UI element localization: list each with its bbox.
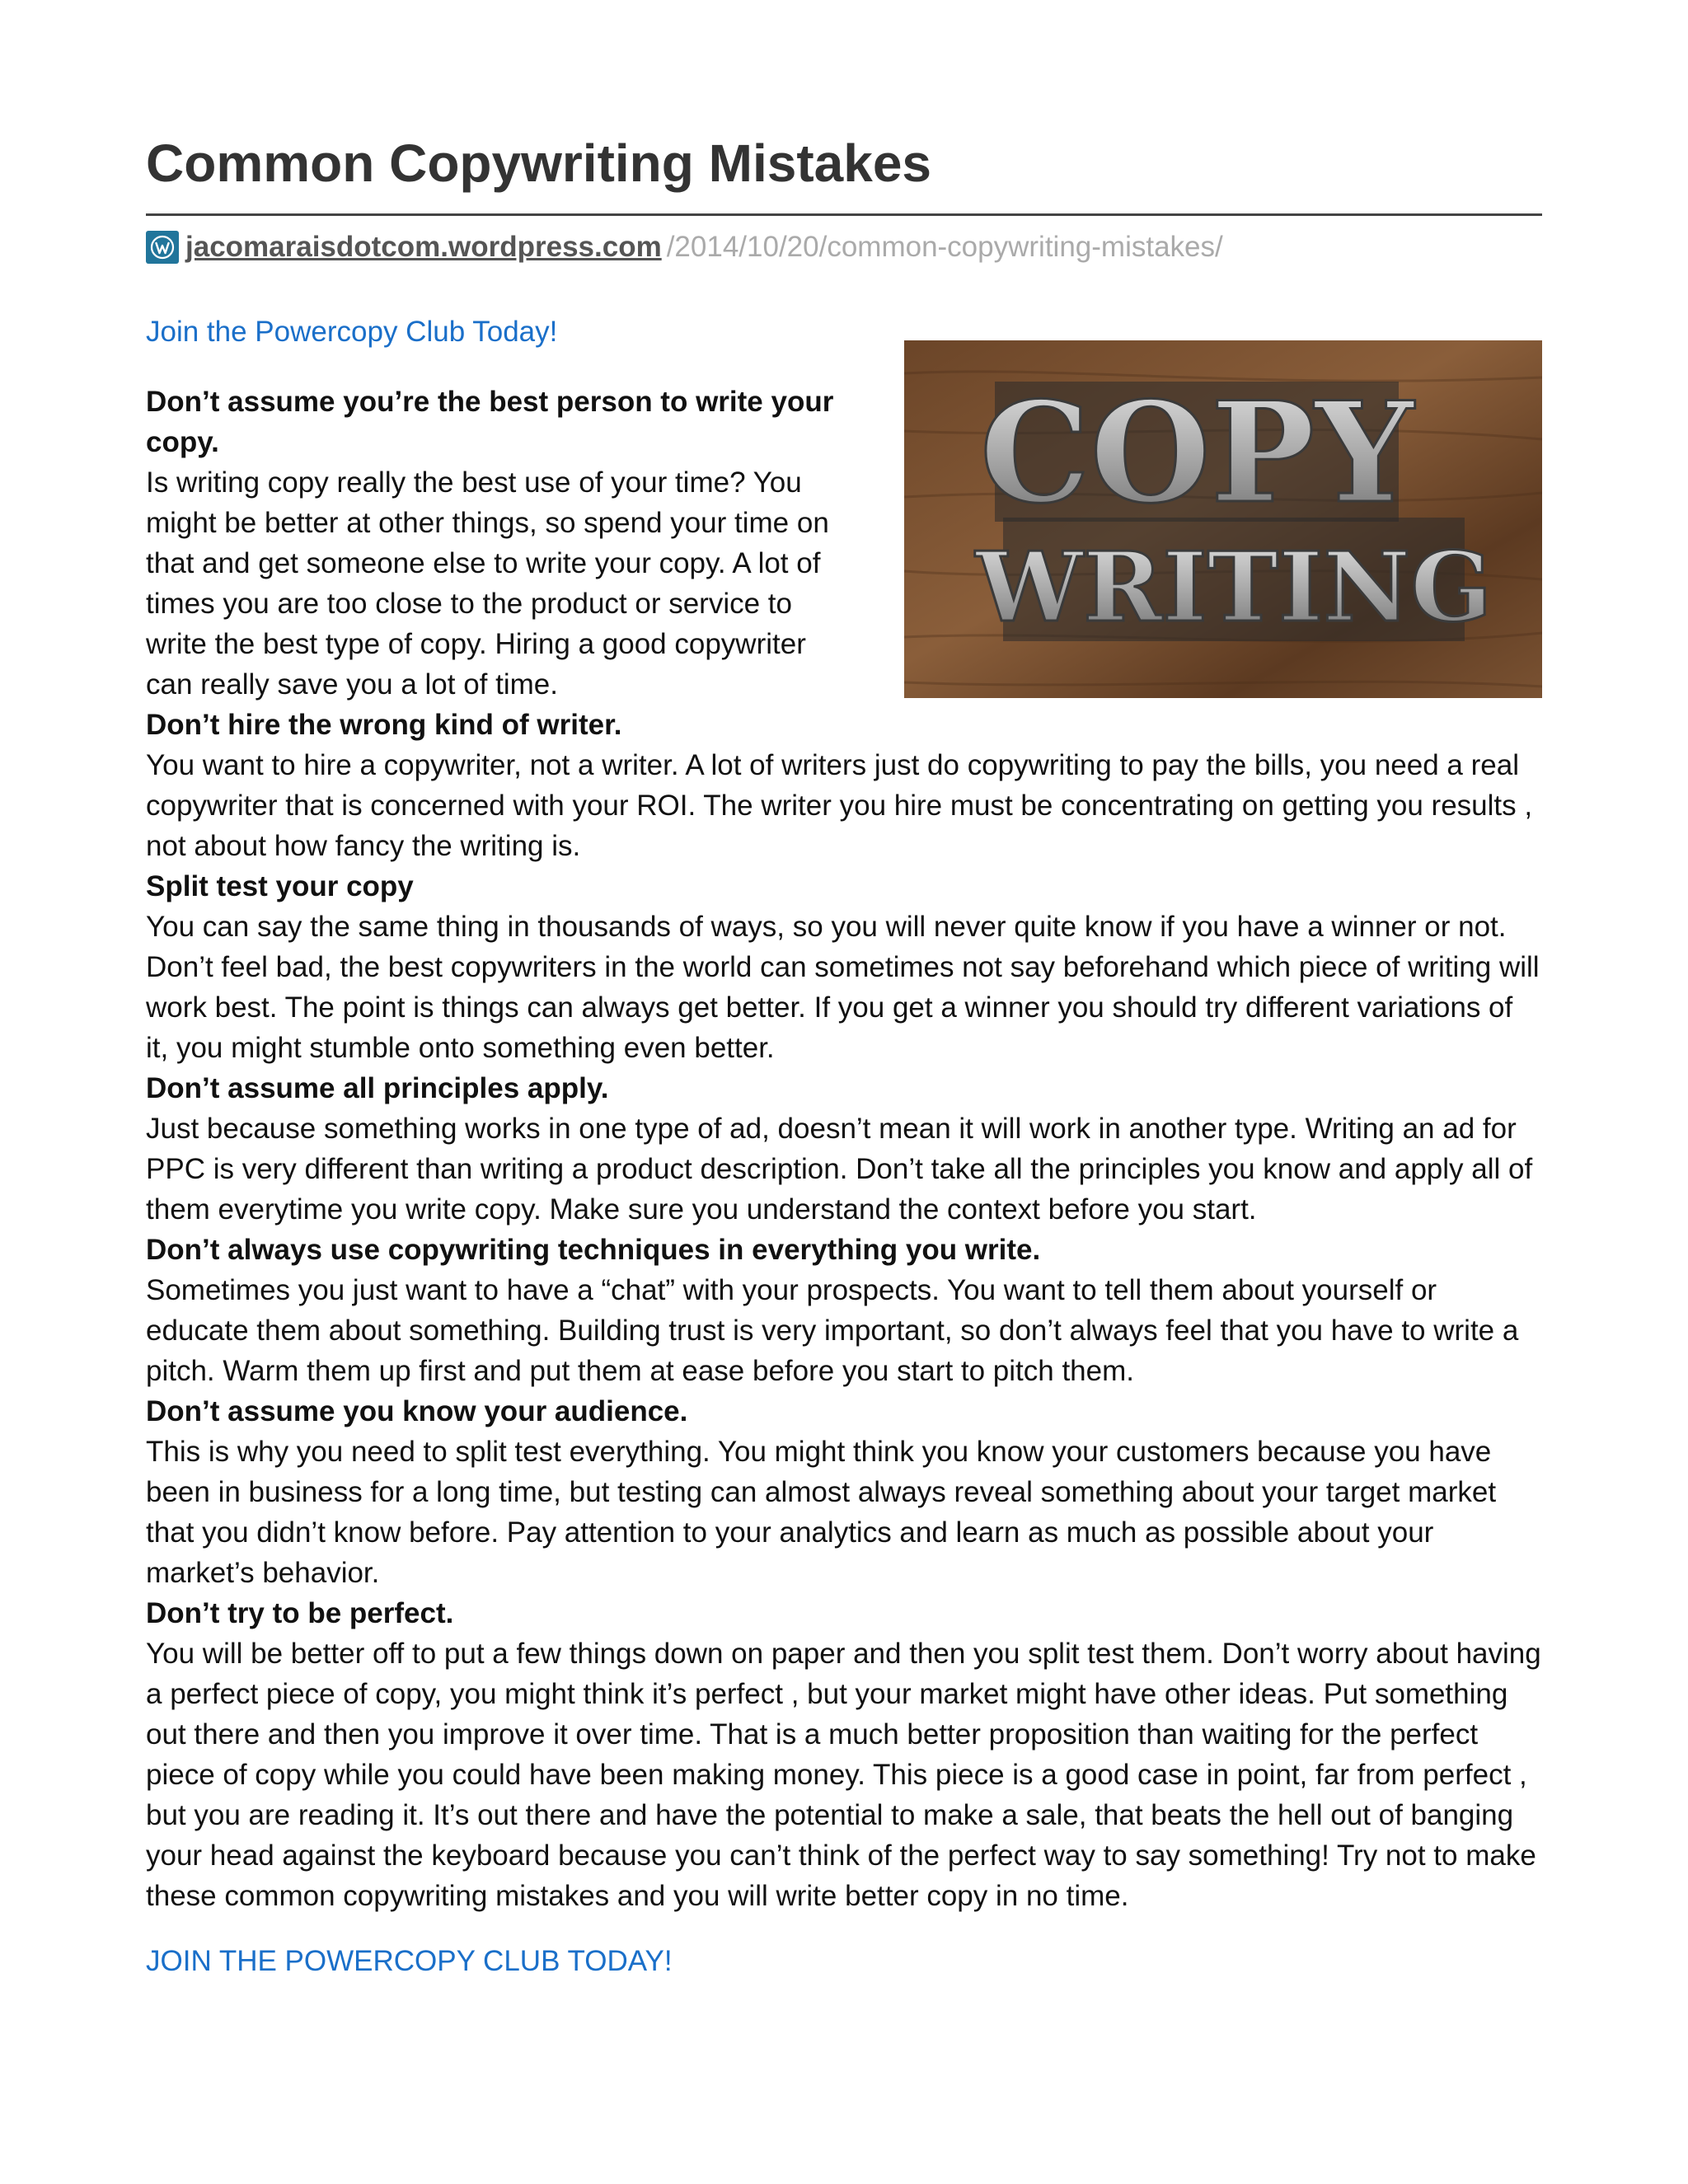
source-path: /2014/10/20/common-copywriting-mistakes/	[666, 231, 1223, 263]
join-club-link-bottom[interactable]: JOIN THE POWERCOPY CLUB TODAY!	[146, 1945, 673, 1977]
page-title: Common Copywriting Mistakes	[146, 134, 931, 193]
image-text-copy: COPY	[979, 371, 1414, 534]
section-body: This is why you need to split test everything. You might think you know your customers because you have been in business for a long time, but testing can almost always reveal something about your target market that you didn’t know before. Pay attention to your analytics and learn as much as possible about your market’s behavior.	[146, 1436, 1497, 1589]
section-body: You will be better off to put a few things down on paper and then you split test them. Don’t worry about having a perfect piece of copy, you might think it’s perfect , but your market might have other ideas. Put something out there and then you improve it over time. That is a much better proposition than waiting for the perfect piece of copy while you could have been making money. This piece is a good case in point, far from perfect , but you are reading it. It’s out there and have the potential to make a sale, that beats the hell out of banging your head against the keyboard because you can’t think of the perfect way to say something! Try not to make these common copywriting mistakes and you will write better copy in no time.	[146, 1638, 1541, 1912]
join-club-link[interactable]: Join the Powercopy Club Today!	[146, 316, 558, 348]
section-heading: Split test your copy	[146, 870, 414, 902]
image-float-spacer	[850, 382, 1542, 703]
section-body: Is writing copy really the best use of your time? You might be better at other things, so spend your time on that and get someone else to write your copy. A lot of times you are too close to the product or service to write the best type of copy. Hiring a good copywriter can really save you a lot of time.	[146, 466, 829, 701]
section-heading: Don’t assume you know your audience.	[146, 1395, 688, 1427]
section-heading: Don’t always use copywriting techniques in everything you write.	[146, 1234, 1041, 1266]
wordpress-icon-glyph	[149, 234, 176, 260]
article-body	[146, 382, 1542, 1916]
title-divider	[146, 213, 1542, 216]
wordpress-icon	[146, 231, 179, 264]
section-body: Sometimes you just want to have a “chat” with your prospects. You want to tell them about yourself or educate them about something. Building trust is very important, so don’t always feel that you have to write a pitch. Warm them up first and put them at ease before you start to pitch them.	[146, 1274, 1519, 1387]
source-line	[146, 229, 1223, 265]
source-domain-link[interactable]: jacomaraisdotcom.wordpress.com	[185, 231, 662, 263]
section-heading: Don’t try to be perfect.	[146, 1597, 454, 1629]
section-heading: Don’t hire the wrong kind of writer.	[146, 709, 622, 741]
section-heading: Don’t assume you’re the best person to write your copy.	[146, 386, 834, 458]
section-body: You want to hire a copywriter, not a writer. A lot of writers just do copywriting to pay the bills, you need a real copywriter that is concerned with your ROI. The writer you hire must be concentrating on getting you results , not about how fancy the writing is.	[146, 749, 1533, 862]
section-heading: Don’t assume all principles apply.	[146, 1072, 609, 1104]
section-body: Just because something works in one type of ad, doesn’t mean it will work in another type. Writing an ad for PPC is very different than writing a product description. Don’t take all the principles you know and apply all of them everytime you write copy. Make sure you understand the context before you start.	[146, 1113, 1533, 1226]
section-body: You can say the same thing in thousands of ways, so you will never quite know if you have a winner or not. Don’t feel bad, the best copywriters in the world can sometimes not say beforehand which piece of writing will work best. The point is things can always get better. If you get a winner you should try different variations of it, you might stumble onto something even better.	[146, 911, 1540, 1064]
document-page	[146, 0, 1542, 2184]
image-text-writing: WRITING	[975, 532, 1493, 644]
